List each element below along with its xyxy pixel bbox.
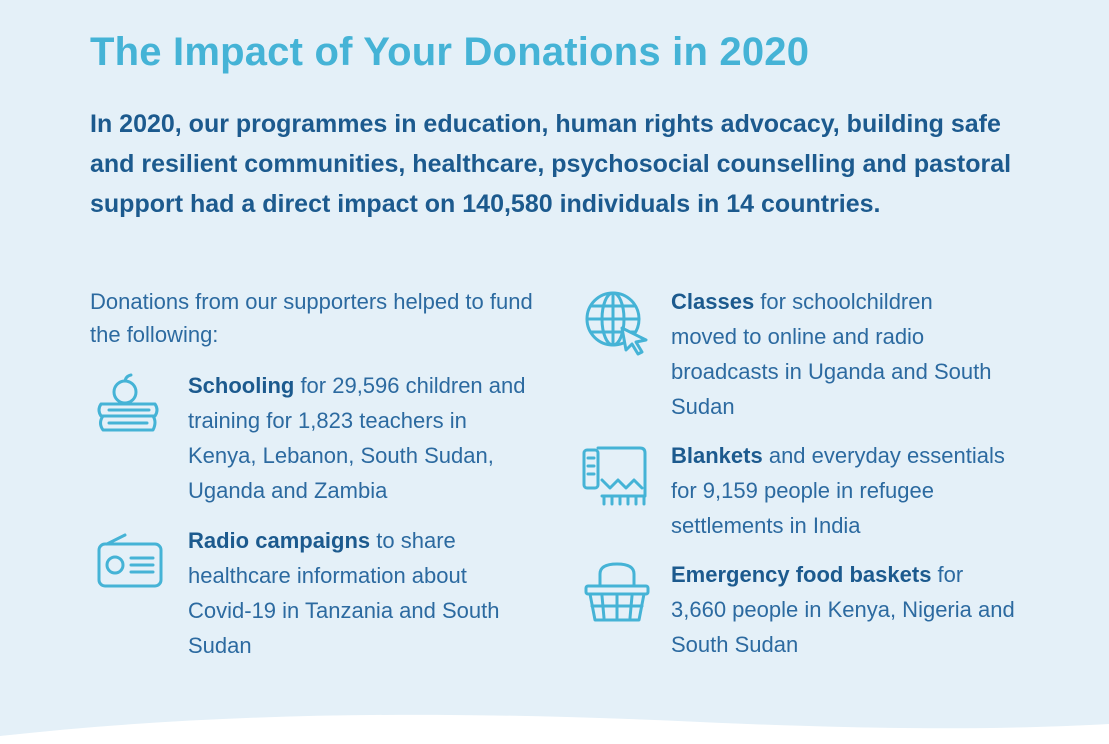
item-blankets-detail: and everyday essentials for 9,159 people in refugee settlements in India — [671, 443, 1005, 538]
item-food-detail: for 3,660 people in Kenya, Nigeria and South Sudan — [671, 562, 1015, 657]
item-radio-text — [188, 523, 518, 663]
intro-paragraph: In 2020, our programmes in education, human rights advocacy, building safe and resilient communities, healthcare, psychosocial counselling and pastoral support had a direct impact on 140,580 individuals in 14 countries. — [90, 110, 1012, 218]
item-food-label: Emergency food baskets — [671, 562, 932, 587]
item-classes-label: Classes — [671, 289, 755, 314]
item-schooling-detail: for 29,596 children and training for 1,823 teachers in Kenya, Lebanon, South Sudan, Uganda and Zambia — [188, 373, 526, 503]
item-classes-text — [671, 284, 1001, 424]
globe-cursor-icon — [584, 290, 650, 356]
page-title: The Impact of Your Donations in 2020 — [90, 30, 810, 74]
lead-text: Donations from our supporters helped to fund the following: — [90, 289, 533, 347]
item-blankets-label: Blankets — [671, 443, 763, 468]
radio-icon — [97, 532, 163, 588]
item-schooling-text — [188, 368, 528, 508]
basket-icon — [584, 562, 650, 624]
blanket-icon — [582, 444, 648, 506]
bottom-wave — [0, 704, 1109, 744]
item-food-text — [671, 557, 1021, 662]
books-apple-icon — [95, 372, 161, 436]
item-radio-detail: to share healthcare information about Covid-19 in Tanzania and South Sudan — [188, 528, 500, 658]
item-blankets-text — [671, 438, 1011, 543]
item-classes-detail: for schoolchildren moved to online and radio broadcasts in Uganda and South Sudan — [671, 289, 992, 419]
item-schooling-label: Schooling — [188, 373, 295, 398]
item-radio-label: Radio campaigns — [188, 528, 371, 553]
